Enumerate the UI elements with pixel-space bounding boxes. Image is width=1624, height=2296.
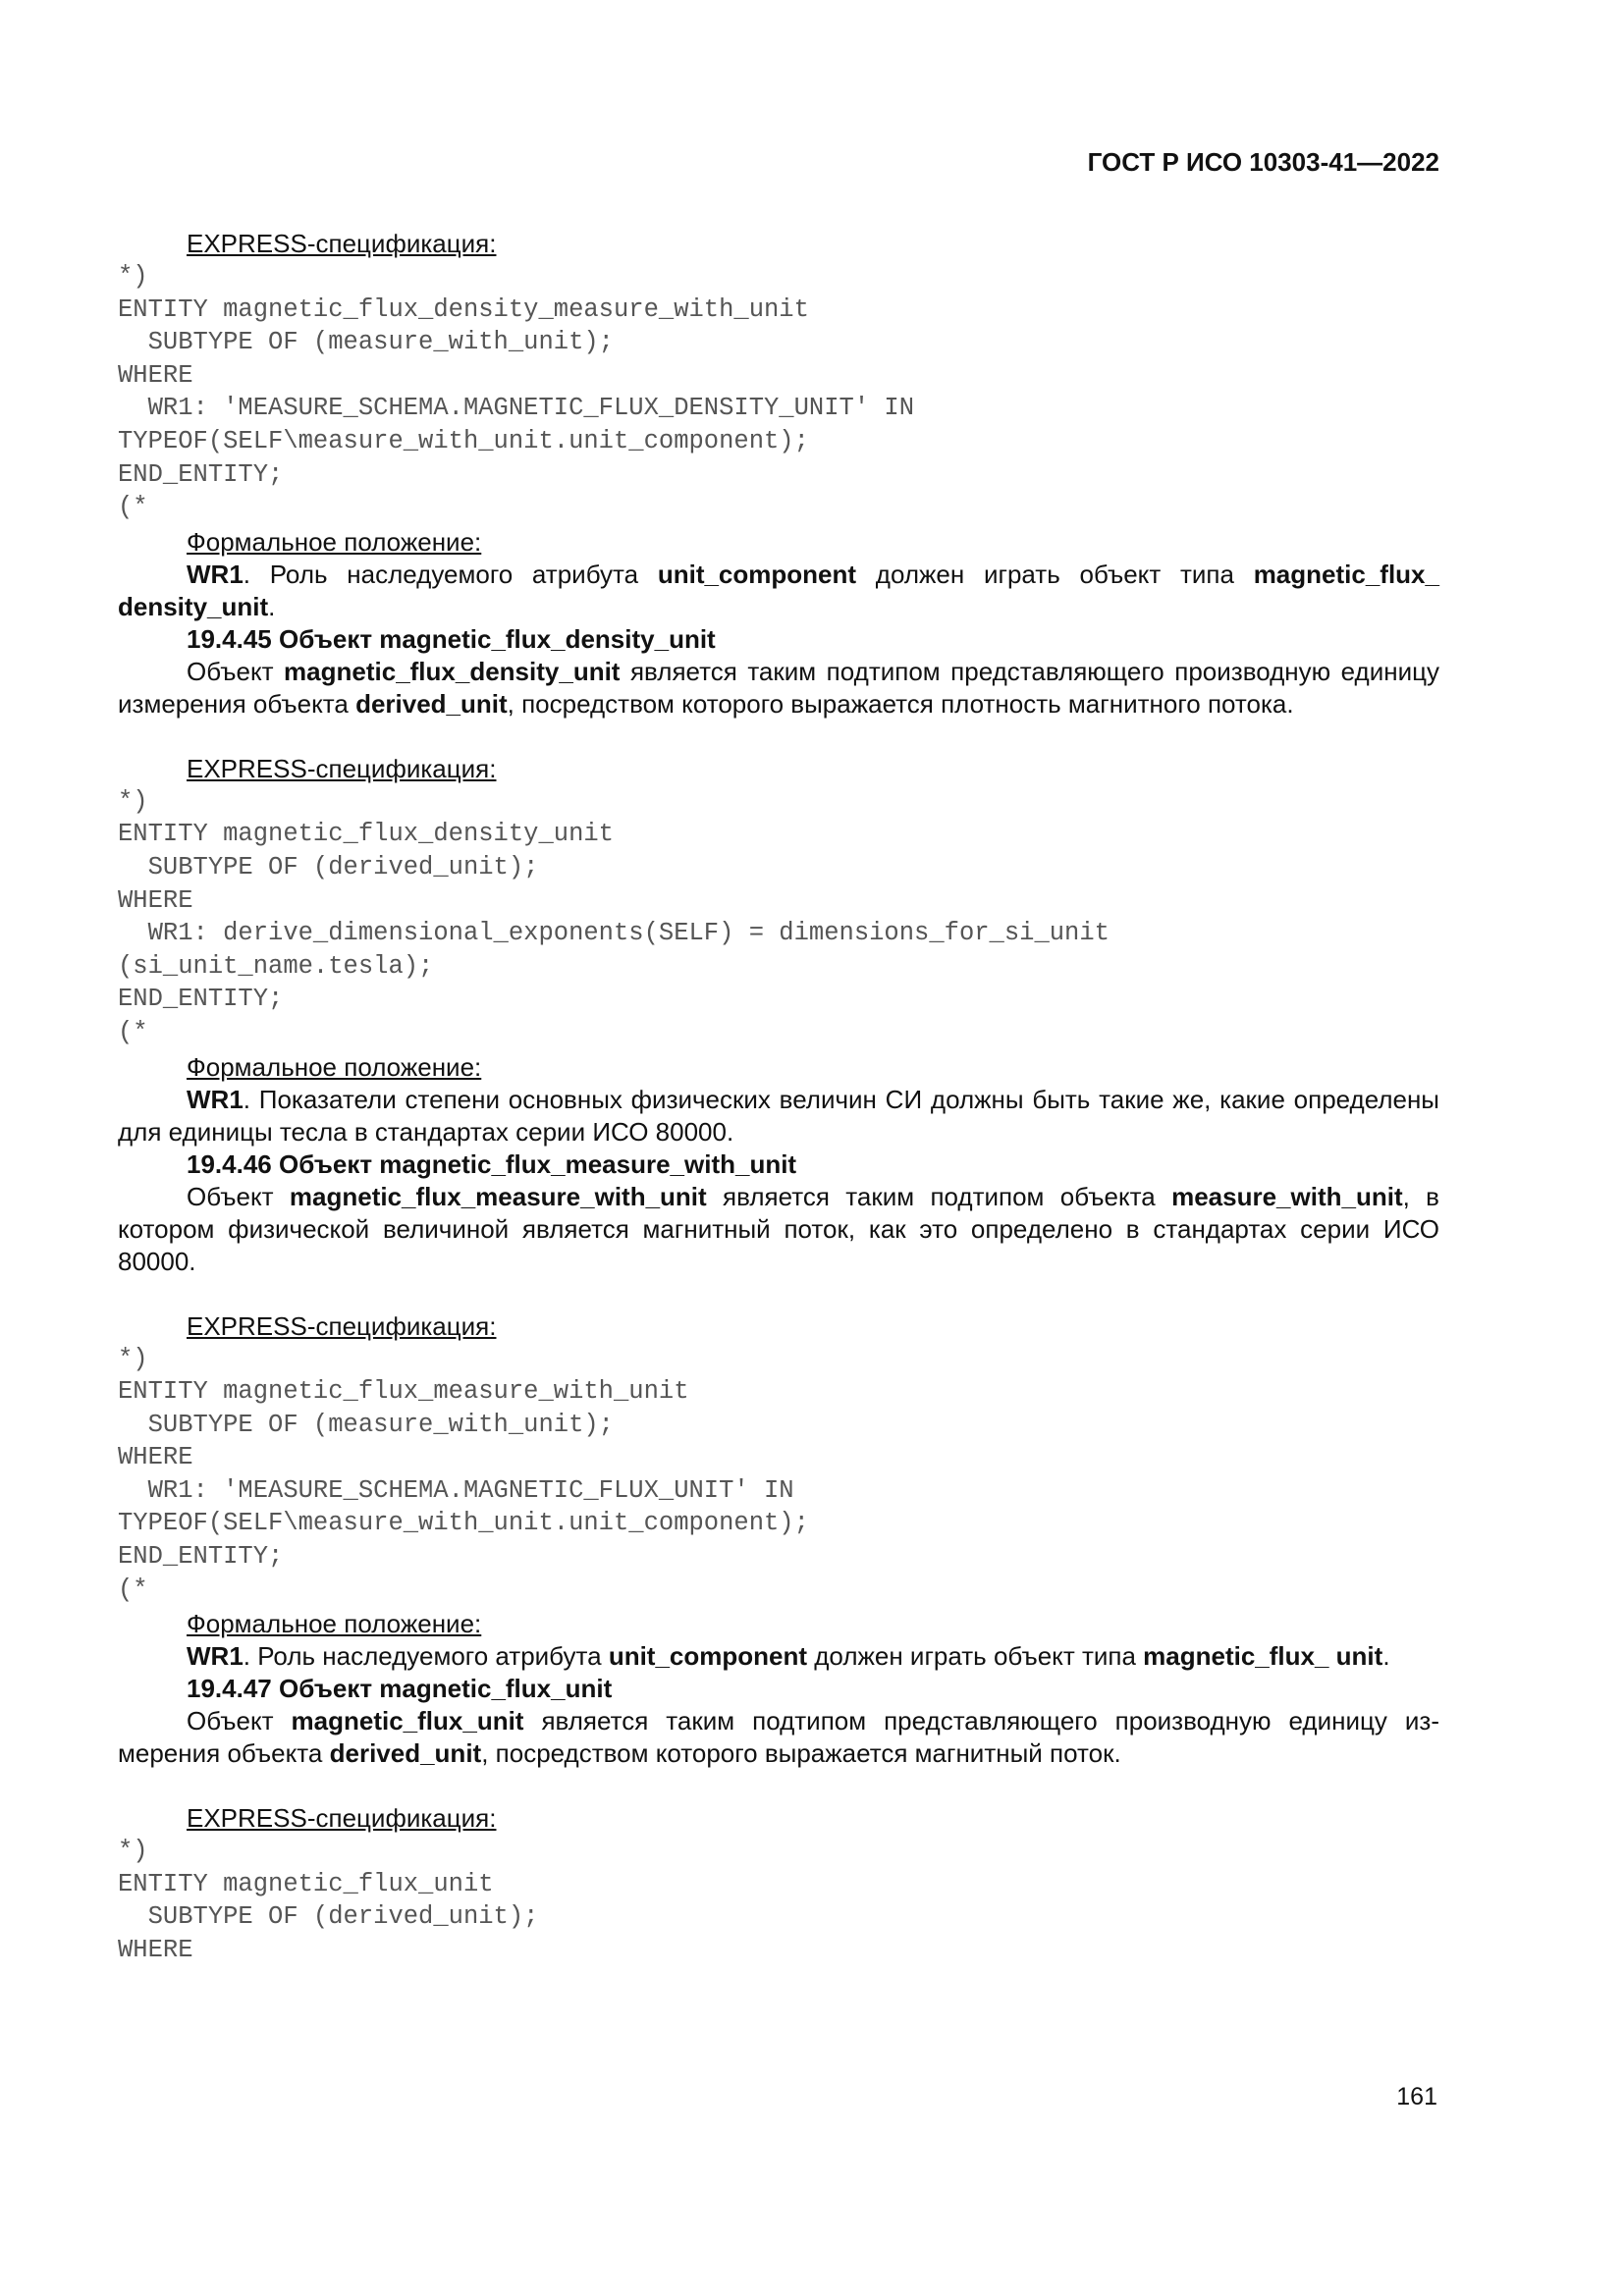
formal-rule: WR1. Роль наследуемого атрибута unit_component должен играть объект типа magnetic_flux_ unit.: [187, 1641, 1390, 1672]
formal-rule: WR1. Показатели степени основных физических величин СИ должны быть такие же, какие определены для единицы тесла в стандартах серии ИСО 80000.: [118, 1084, 1439, 1147]
formal-label: Формальное положение:: [187, 526, 482, 557]
section-description: Объект magnetic_flux_unit является таким подтипом представляющего производную единицу измерения объекта derived_unit, посредством которого выражается магнитный поток.: [118, 1706, 1439, 1769]
formal-rule: WR1. Роль наследуемого атрибута unit_component должен играть объект типа magnetic_flux_ density_unit.: [118, 559, 1439, 621]
express-code: *) ENTITY magnetic_flux_density_measure_with_unit SUBTYPE OF (measure_with_unit); WHERE WR1: 'MEASURE_SCHEMA.MAGNETIC_FLUX_DENSITY_UNIT' IN TYPEOF(SELF\measure_with_unit.unit_component); END_ENTITY; (*: [118, 262, 915, 522]
page-content: [118, 228, 1439, 1967]
rule-id: WR1: [187, 559, 244, 589]
formal-label: Формальное положение:: [187, 1051, 482, 1082]
section-heading: 19.4.47 Объект magnetic_flux_unit: [187, 1674, 613, 1704]
express-label: EXPRESS-спецификация:: [187, 229, 497, 258]
page-number: 161: [1396, 2083, 1437, 2110]
section-heading: 19.4.46 Объект magnetic_flux_measure_with_unit: [187, 1148, 797, 1179]
express-label: EXPRESS-спецификация:: [187, 1310, 497, 1341]
rule-id: WR1: [187, 1641, 244, 1672]
express-code: *) ENTITY magnetic_flux_density_unit SUBTYPE OF (derived_unit); WHERE WR1: derive_dimensional_exponents(SELF) = dimensions_for_si_unit (si_unit_name.tesla); END_ENTITY; (*: [118, 786, 1110, 1046]
section-description: Объект magnetic_flux_measure_with_unit является таким подтипом объекта measure_with_unit, в котором физической величиной является магнитный поток, как это определено в стандартах серии ИСО 80000.: [118, 1181, 1439, 1276]
standard-designation: ГОСТ Р ИСО 10303-41—2022: [1087, 147, 1439, 177]
express-label: EXPRESS-спецификация:: [187, 753, 497, 783]
express-label: EXPRESS-спецификация:: [187, 1803, 497, 1834]
express-code: *) ENTITY magnetic_flux_unit SUBTYPE OF (derived_unit); WHERE: [118, 1837, 539, 1965]
formal-label: Формальное положение:: [187, 1609, 482, 1639]
section-heading: 19.4.45 Объект magnetic_flux_density_unit: [187, 623, 716, 654]
express-code: *) ENTITY magnetic_flux_measure_with_unit SUBTYPE OF (measure_with_unit); WHERE WR1: 'MEASURE_SCHEMA.MAGNETIC_FLUX_UNIT' IN TYPEOF(SELF\measure_with_unit.unit_component); END_ENTITY; (*: [118, 1344, 809, 1604]
section-description: Объект magnetic_flux_density_unit является таким подтипом представляющего производную единицу измерения объекта derived_unit, посредством которого выражается плотность магнитного потока.: [118, 656, 1439, 719]
rule-id: WR1: [187, 1084, 244, 1114]
